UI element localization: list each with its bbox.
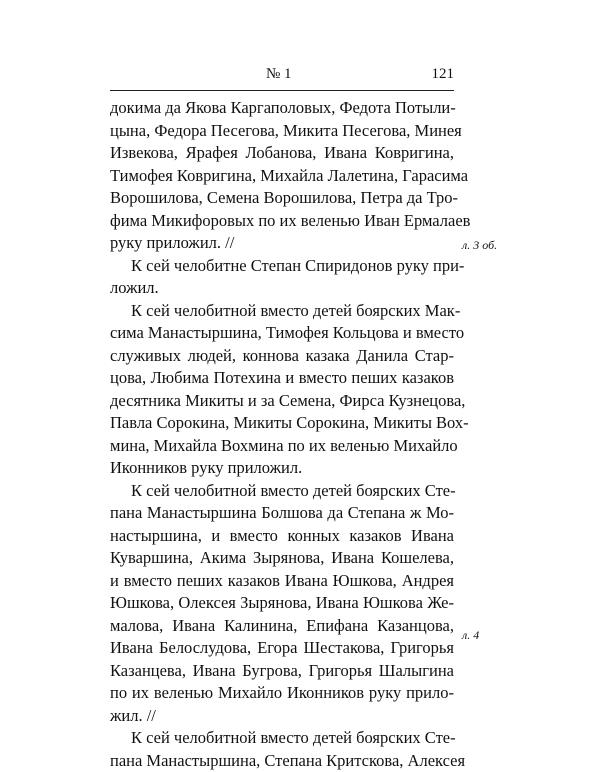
text-line: цына, Федора Песегова, Микита Песегова, Минея [110,120,454,143]
text-line: цова, Любима Потехина и вместо пеших казаков [110,367,454,390]
running-header [110,66,454,88]
text-line: Юшкова, Олексея Зырянова, Ивана Юшкова Же- [110,592,454,615]
text-line: К сей челобитной вместо детей боярских Сте- [110,727,454,750]
text-line: докима да Якова Каргаполовых, Федота Потыли- [110,97,454,120]
margin-note-folio: л. 4 [462,628,479,643]
text-line: настыршина, и вместо конных казаков Ивана [110,525,454,548]
text-line: К сей челобитной вместо детей боярских Мак- [110,300,454,323]
text-line: Ворошилова, Семена Ворошилова, Петра да Тро- [110,187,454,210]
header-rule [110,90,454,91]
text-line: по их веленью Михайло Иконников руку прило- [110,682,454,705]
text-line: Тимофея Ковригина, Михайла Лалетина, Гарасима [110,165,454,188]
text-line: пана Манастыршина, Степана Критскова, Алексея [110,750,454,772]
text-line: и вместо пеших казаков Ивана Юшкова, Андрея [110,570,454,593]
text-line: мина, Михайла Вохмина по их веленью Михайло [110,435,454,458]
text-line: Ивана Белослудова, Егора Шестакова, Григорья [110,637,454,660]
text-line: ложил. [110,277,454,300]
text-line: пана Манастыршина Болшова да Степана ж Мо- [110,502,454,525]
text-line: Извекова, Ярафея Лобанова, Ивана Ковригина, [110,142,454,165]
text-line: служивых людей, коннова казака Данила Стар- [110,345,454,368]
text-line: фима Микифоровых по их веленью Иван Ермалаев [110,210,454,233]
text-line: руку приложил. // [110,232,454,255]
page-number: 121 [432,66,455,83]
text-line: Куваршина, Акима Зырянова, Ивана Кошелева, [110,547,454,570]
text-line: Казанцева, Ивана Бугрова, Григорья Шалыгина [110,660,454,683]
text-line: К сей челобитне Степан Спиридонов руку при- [110,255,454,278]
margin-note-folio: л. 3 об. [462,238,497,253]
document-number: № 1 [266,66,292,83]
body-text [110,97,454,772]
text-line: десятника Микиты и за Семена, Фирса Кузнецова, [110,390,454,413]
text-line: жил. // [110,705,454,728]
text-line: сима Манастыршина, Тимофея Кольцова и вместо [110,322,454,345]
text-line: Иконников руку приложил. [110,457,454,480]
text-line: Павла Сорокина, Микиты Сорокина, Микиты Вох- [110,412,454,435]
text-line: К сей челобитной вместо детей боярских Сте- [110,480,454,503]
text-line: малова, Ивана Калинина, Епифана Казанцова, [110,615,454,638]
